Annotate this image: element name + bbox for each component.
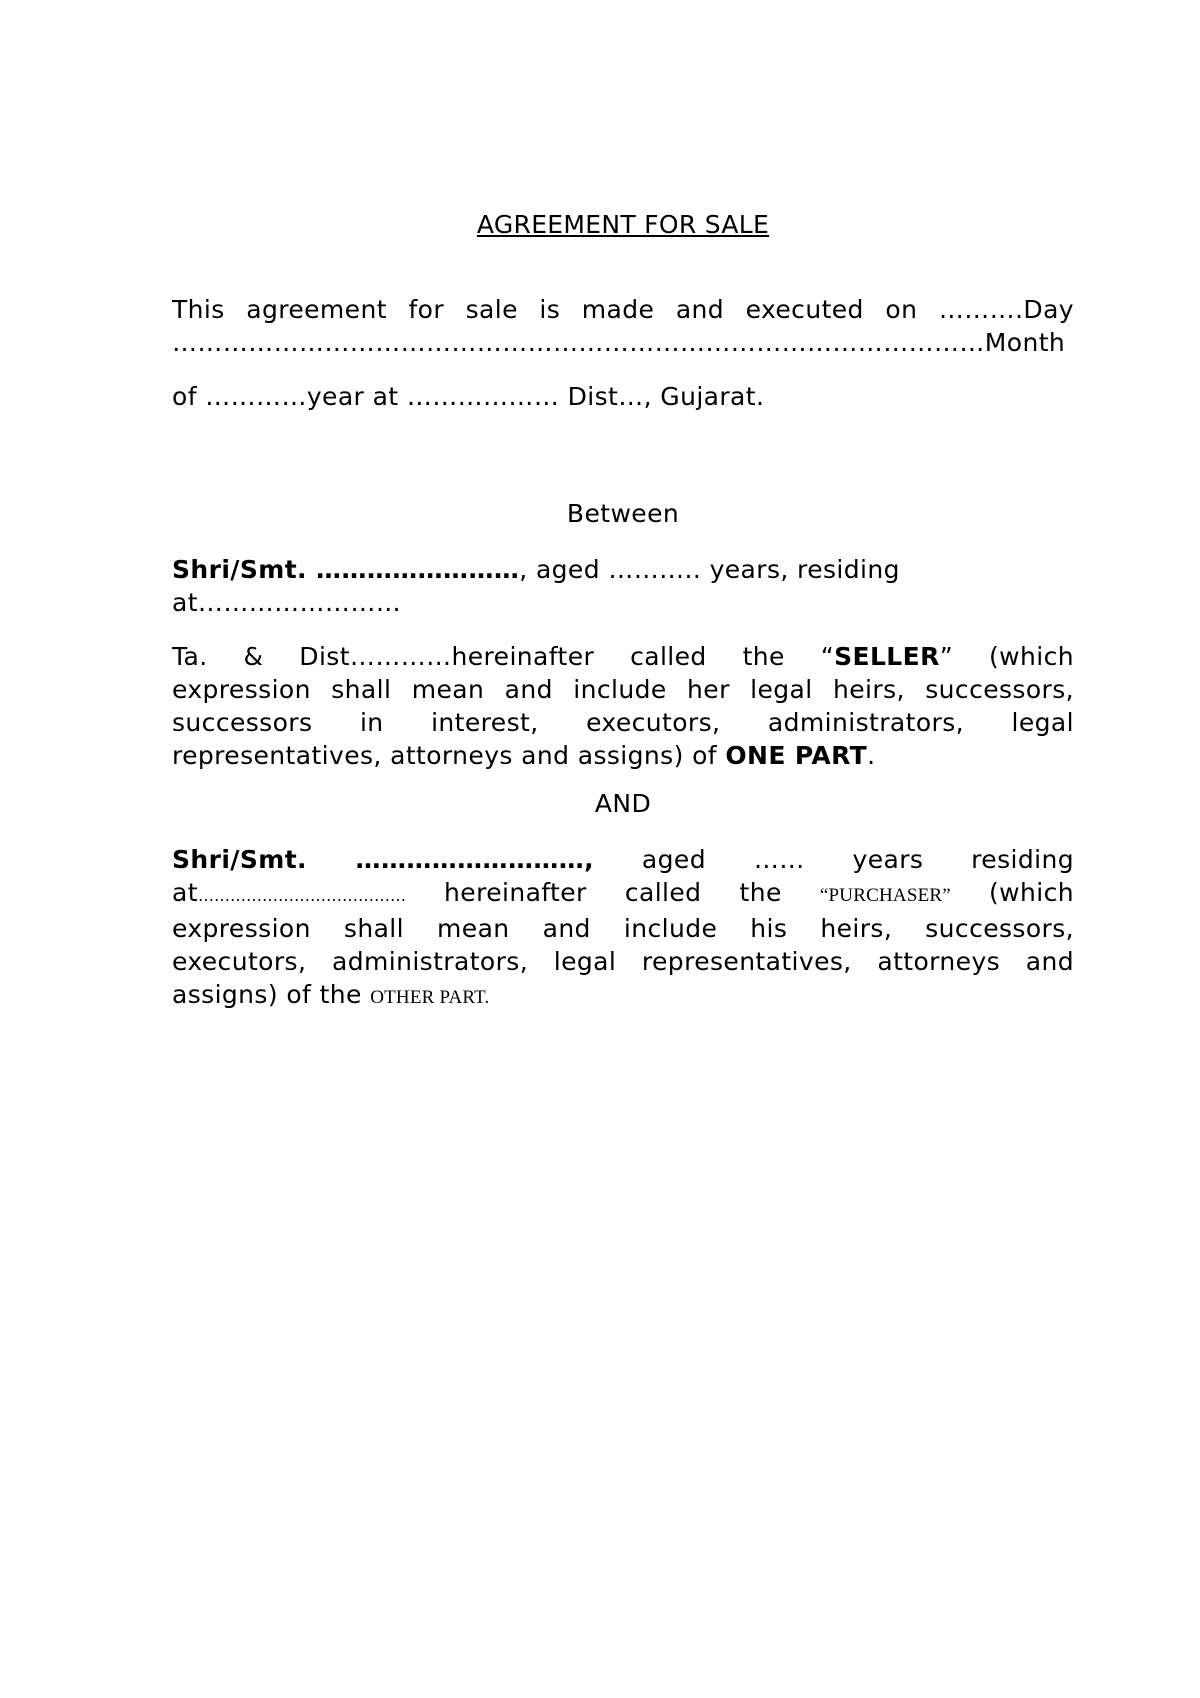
intro-line-3: of …………year at ……………… Dist…, Gujarat. [172, 382, 765, 411]
seller-clause-line-2: expression shall mean and include her legal heirs, successors, [172, 675, 1074, 704]
seller-clause-which: ” (which [939, 642, 1074, 671]
seller-clause-line-3: successors in interest, executors, administrators, legal [172, 708, 1074, 737]
seller-name-line [172, 553, 1074, 586]
seller-clause-period: . [867, 741, 876, 770]
seller-name-field: Shri/Smt. …………………… [172, 555, 520, 584]
seller-clause-line-4-text: representatives, attorneys and assigns) of [172, 741, 726, 770]
seller-clause-line-1 [172, 640, 1074, 673]
intro-line-1: This agreement for sale is made and executed on ……….Day [172, 295, 1074, 324]
purchaser-at-label: at [172, 878, 198, 907]
purchaser-clause-line-4: executors, administrators, legal representatives, attorneys and [172, 947, 1074, 976]
between-heading: Between [566, 499, 680, 528]
seller-label: SELLER [834, 642, 940, 671]
purchaser-age-residing: aged …… years residing [594, 845, 1074, 874]
intro-paragraph [172, 293, 1074, 359]
intro-paragraph-continued [172, 380, 1074, 413]
purchaser-which: (which [950, 878, 1075, 907]
purchaser-name-field: Shri/Smt. ………………………, [172, 845, 595, 874]
purchaser-clause-paragraph [172, 843, 1074, 1014]
seller-clause-line-4 [172, 739, 1074, 772]
purchaser-clause-line-2 [172, 876, 1074, 912]
one-part-label: ONE PART [725, 741, 868, 770]
other-part-label: OTHER PART. [370, 987, 490, 1008]
purchaser-clause-line-5 [172, 978, 1074, 1014]
seller-clause-paragraph [172, 640, 1074, 772]
seller-age-residing: , aged ……….. years, residing [519, 555, 900, 584]
purchaser-label: “PURCHASER” [819, 885, 951, 906]
purchaser-clause-line-3: expression shall mean and include his heirs, successors, [172, 914, 1074, 943]
document-title: AGREEMENT FOR SALE [476, 210, 770, 239]
purchaser-address-field: ………………………………… [197, 886, 406, 905]
purchaser-hereinafter: hereinafter called the [405, 878, 820, 907]
purchaser-clause-line-5-text: assigns) of the [172, 980, 371, 1009]
seller-address-line: at…………………… [172, 588, 402, 617]
purchaser-clause-line-1 [172, 843, 1074, 876]
seller-name-paragraph [172, 553, 1074, 619]
and-heading: AND [594, 789, 652, 818]
seller-clause-start: Ta. & Dist…………hereinafter called the “ [172, 642, 835, 671]
intro-line-2: ……………………………………………………………………………………Month [172, 328, 1066, 357]
